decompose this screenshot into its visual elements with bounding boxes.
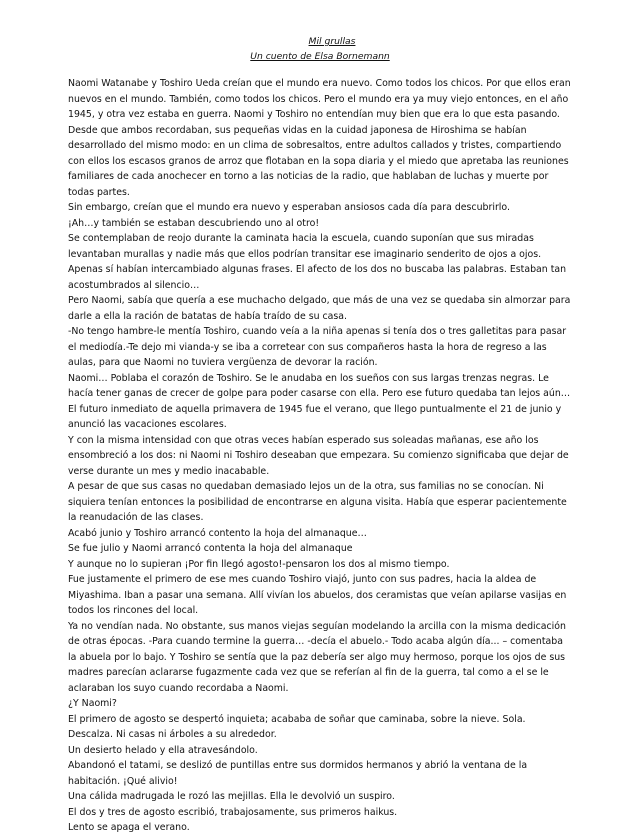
paragraph: Lento se apaga el verano. xyxy=(68,822,190,833)
paragraph: ¡Ah…y también se estaban descubriendo uno al otro! xyxy=(68,217,320,229)
document-title: Mil grullas xyxy=(308,36,356,47)
paragraph: Naomi Watanabe y Toshiro Ueda creían que el mundo era nuevo. Como todos los chicos. Por que ellos eran nuevos en el mundo. También, como todos los chicos. Pero el mundo era ya muy viejo entonces, en el año 1945, y otra vez estaba en guerra. Naomi y Toshiro no entendían muy bien que era lo que esta pasando. xyxy=(68,78,571,120)
paragraph: El primero de agosto se despertó inquieta; acababa de soñar que caminaba, sobre la nieve. Sola. Descalza. Ni casas ni árboles a su alrededor. xyxy=(68,713,526,740)
story-body xyxy=(68,76,572,836)
paragraph: Una cálida madrugada le rozó las mejillas. Ella le devolvió un suspiro. xyxy=(68,791,395,802)
paragraph: Se fue julio y Naomi arrancó contenta la hoja del almanaque xyxy=(68,543,353,554)
paragraph: ¿Y Naomi? xyxy=(68,698,117,709)
paragraph: El dos y tres de agosto escribió, trabajosamente, sus primeros haikus. xyxy=(68,806,398,818)
paragraph: Desde que ambos recordaban, sus pequeñas vidas en la cuidad japonesa de Hiroshima se habían desarrollado del mismo modo: en un clima de sobresaltos, entre adultos callados y tristes, compartiendo con ellos los escasos granos de arroz que flotaban en la sopa diaria y el miedo que apretaba las reuniones familiares de cada anochecer en torno a las noticias de la radio, que hablaban de luchas y muerte por todas partes. xyxy=(68,124,569,198)
paragraph: Naomi… Poblaba el corazón de Toshiro. Se le anudaba en los sueños con sus largas trenzas negras. Le hacía tener ganas de crecer de golpe para poder casarse con ella. Pero ese futuro quedaba tan lejos aún… xyxy=(68,372,571,399)
paragraph: Ya no vendían nada. No obstante, sus manos viejas seguían modelando la arcilla con la misma dedicación de otras épocas. -Para cuando termine la guerra… -decía el abuelo.- Todo acaba algún día... – comentaba la abuela por lo bajo. Y Toshiro se sentía que la paz debería ser algo muy hermoso, porque los ojos de sus madres parecían aclararse fugazmente cada vez que se referían al fin de la guerra, tal como a el se le aclaraban los suyo cuando recordaba a Naomi. xyxy=(68,620,566,694)
paragraph: Un desierto helado y ella atravesándolo. xyxy=(68,744,258,756)
paragraph: Fue justamente el primero de ese mes cuando Toshiro viajó, junto con sus padres, hacia la aldea de Miyashima. Iban a pasar una semana. Allí vivían los abuelos, dos ceramistas que veían apilarse vasijas en todos los rincones del local. xyxy=(68,574,567,616)
document-subtitle: Un cuento de Elsa Bornemann xyxy=(250,51,390,62)
paragraph: Y con la misma intensidad con que otras veces habían esperado sus soleadas mañanas, ese año los ensombreció a los dos: ni Naomi ni Toshiro deseaban que empezara. Su comienzo significaba que dejar de verse durante un mes y medio inacabable. xyxy=(68,434,569,477)
paragraph: A pesar de que sus casas no quedaban demasiado lejos un de la otra, sus familias no se conocían. Ni siquiera tenían entonces la posibilidad de encontrarse en alguna visita. Había que esperar pacientemente la reanudación de las clases. xyxy=(68,481,567,523)
paragraph: El futuro inmediato de aquella primavera de 1945 fue el verano, que llego puntualmente el 21 de junio y anunció las vacaciones escolares. xyxy=(68,403,562,430)
paragraph: Pero Naomi, sabía que quería a ese muchacho delgado, que más de una vez se quedaba sin almorzar para darle a ella la ración de batatas de había traído de su casa. xyxy=(68,295,571,322)
paragraph: Sin embargo, creían que el mundo era nuevo y esperaban ansiosos cada día para descubrirlo. xyxy=(68,202,510,213)
paragraph: Abandonó el tatami, se deslizó de puntillas entre sus dormidos hermanos y abrió la ventana de la habitación. ¡Qué alivio! xyxy=(68,760,528,787)
paragraph: -No tengo hambre-le mentía Toshiro, cuando veía a la niña apenas si tenía dos o tres galletitas para pasar el mediodía.-Te dejo mi vianda-y se iba a corretear con sus compañeros hasta la hora de regreso a las aulas, para que Naomi no tuviera vergüenza de devorar la ración. xyxy=(68,326,567,368)
paragraph: Y aunque no lo supieran ¡Por fin llegó agosto!-pensaron los dos al mismo tiempo. xyxy=(68,558,450,570)
paragraph: Se contemplaban de reojo durante la caminata hacia la escuela, cuando suponían que sus miradas levantaban murallas y nadie más que ellos podrían transitar ese imaginario senderito de ojos a ojos. Apenas sí habían intercambiado algunas frases. El afecto de los dos no buscaba las palabras. Estaban tan acostumbrados al silencio… xyxy=(68,233,567,291)
paragraph: Acabó junio y Toshiro arrancó contento la hoja del almanaque… xyxy=(68,527,367,539)
